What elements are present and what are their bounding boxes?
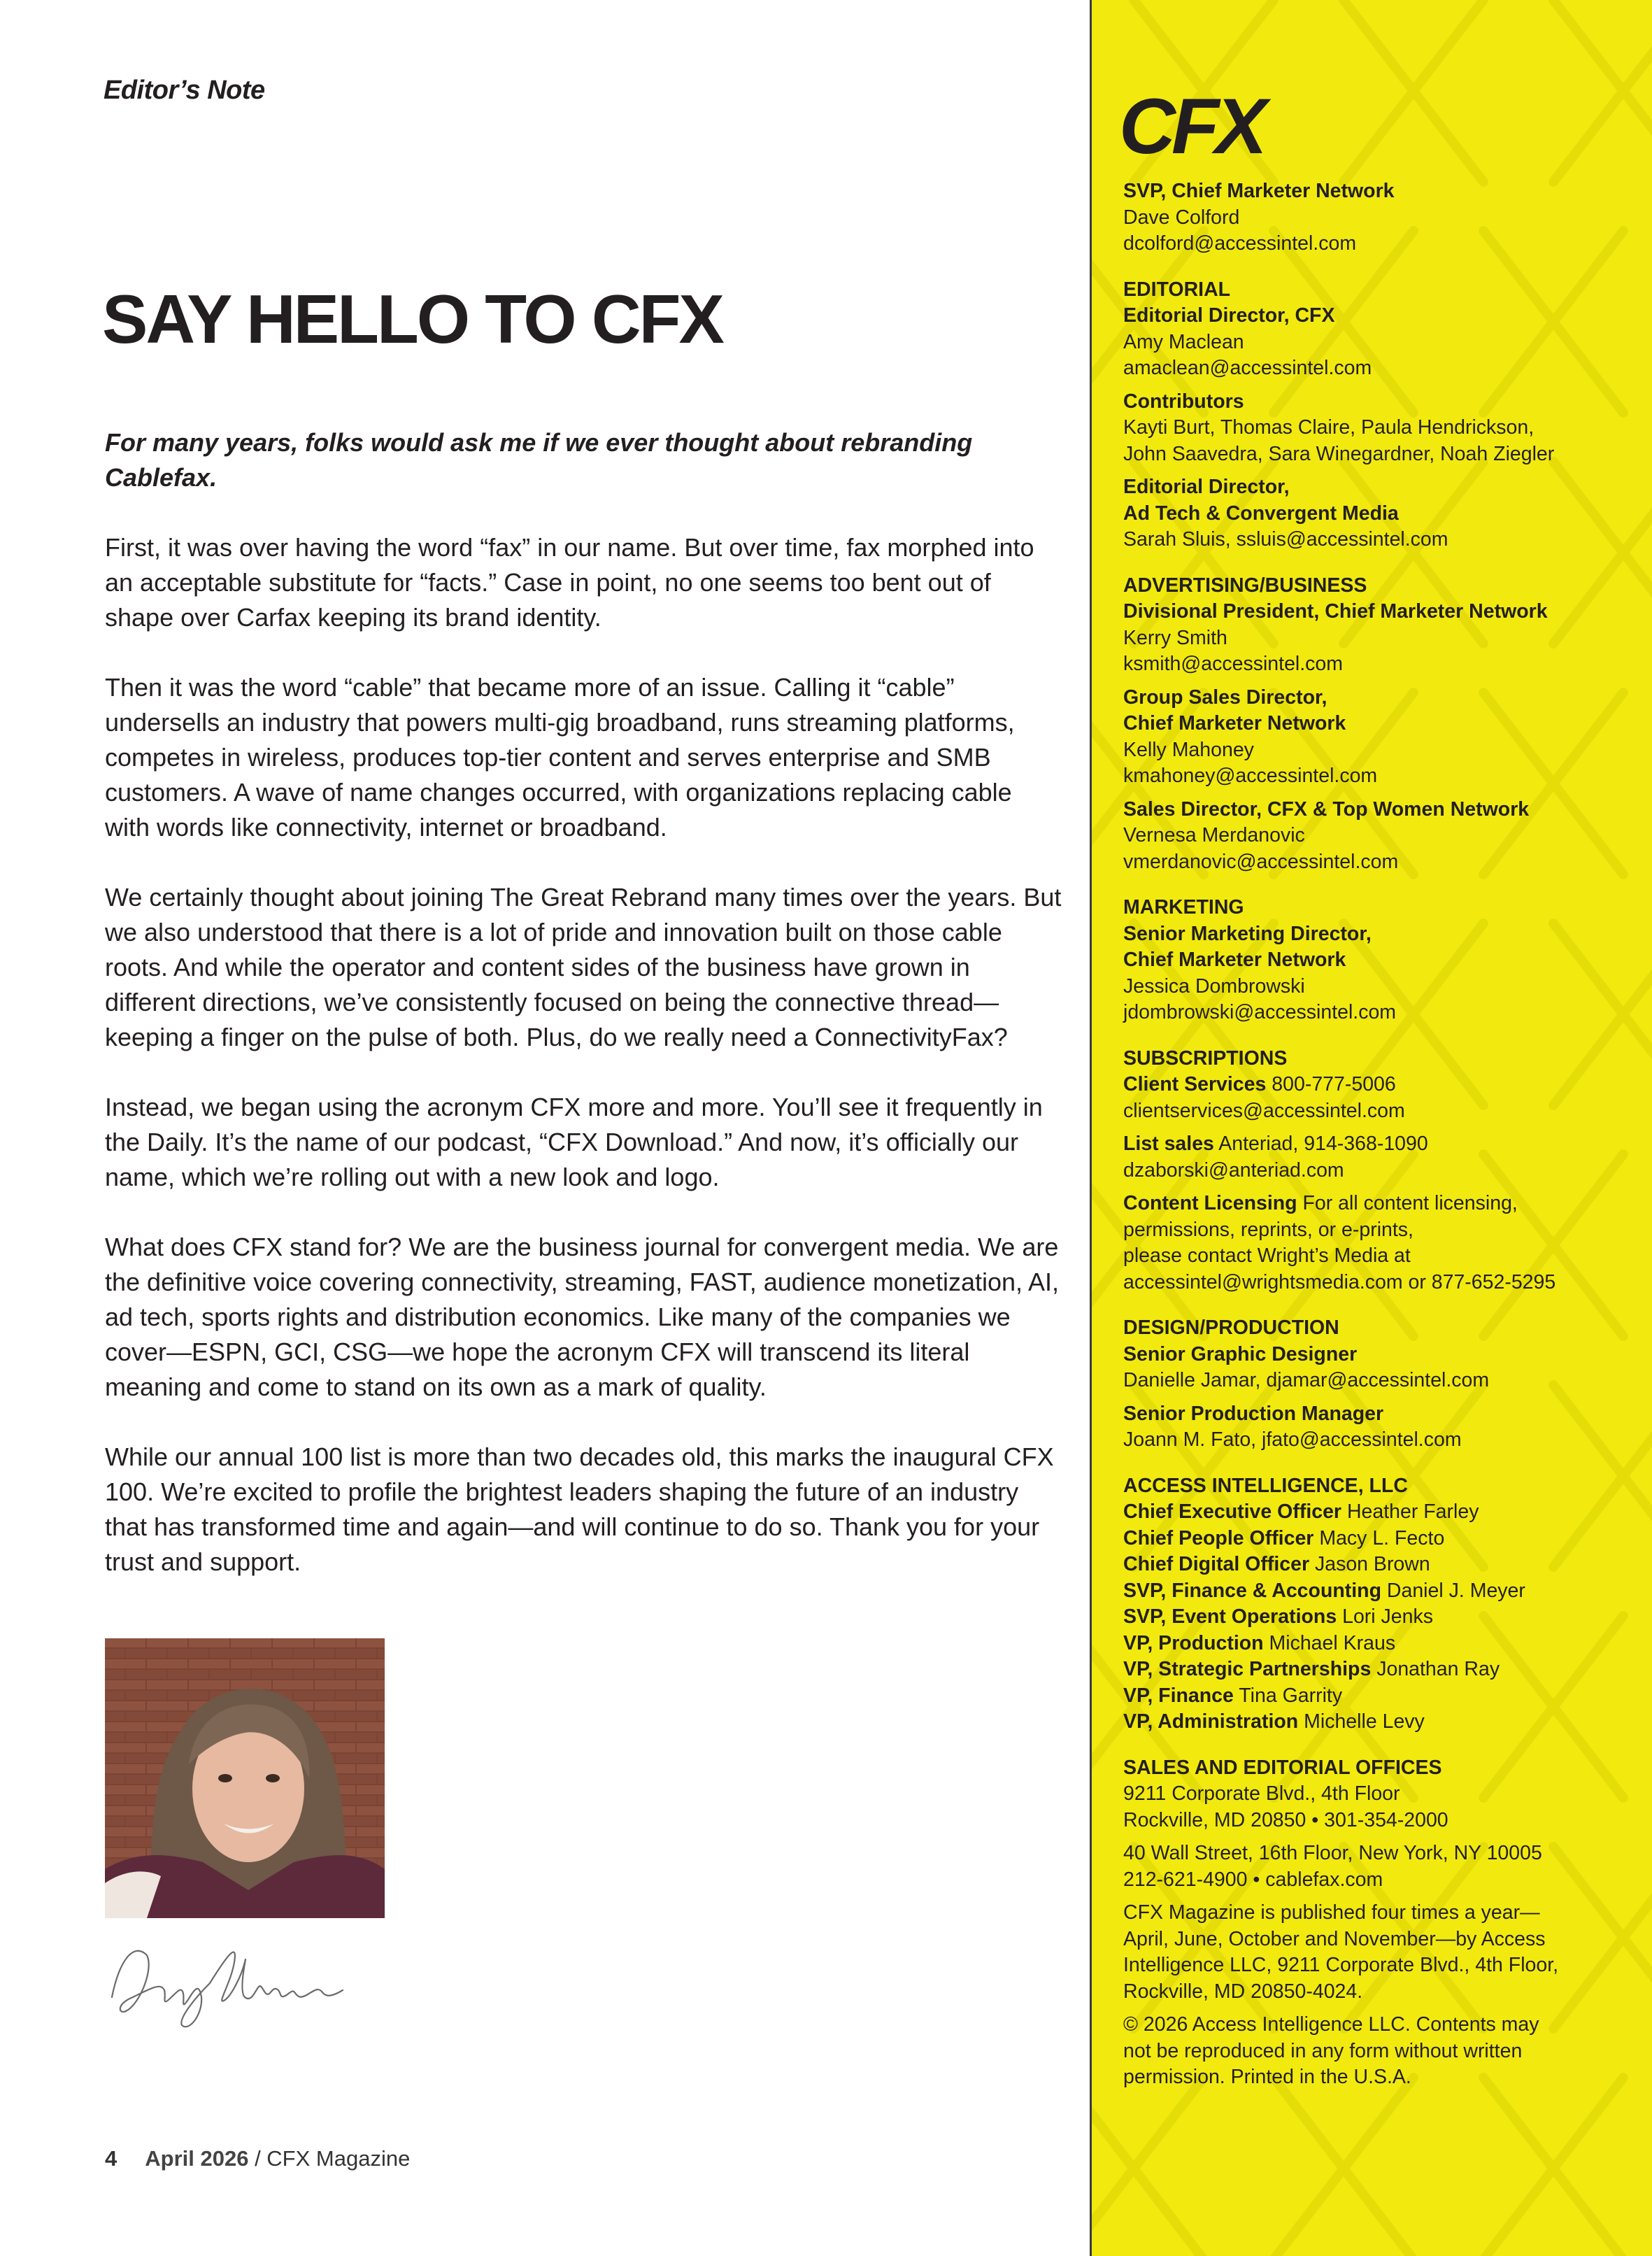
masthead-access-intelligence [1123,1473,1641,1736]
officer-title: SVP, Event Operations [1123,1605,1337,1628]
masthead-name: Vernesa Merdanovic [1123,824,1305,846]
masthead-title: SVP, Chief Marketer Network [1123,180,1395,202]
author-photo [105,1638,385,1918]
masthead-title: Senior Graphic Designer [1123,1342,1358,1365]
officer-title: Chief People Officer [1123,1526,1314,1549]
masthead-title: Sales Director, CFX & Top Women Network [1123,797,1530,821]
masthead-title: Group Sales Director, [1123,686,1327,709]
masthead-title: List sales [1123,1133,1214,1155]
office-address: 212-621-4900 • cablefax.com [1123,1868,1383,1891]
officer-title: VP, Finance [1123,1684,1234,1707]
publication-name: / CFX Magazine [248,2146,411,2171]
masthead-marketing [1123,895,1641,1026]
masthead-text: permissions, reprints, or e-prints, [1123,1218,1414,1241]
article-body [105,425,1063,1615]
copyright-notice: © 2026 Access Intelligence LLC. Contents may [1123,2013,1539,2036]
signature-image [105,1920,357,2032]
masthead-name: Kelly Mahoney [1123,738,1254,761]
masthead-svp [1123,178,1641,257]
section-heading: EDITORIAL [1123,278,1231,301]
officer-title: SVP, Finance & Accounting [1123,1579,1381,1602]
section-kicker: Editor’s Note [104,76,265,105]
copyright-notice: not be reproduced in any form without written [1123,2039,1523,2062]
masthead-email: amaclean@accessintel.com [1123,357,1372,379]
officer-title: Chief Digital Officer [1123,1553,1310,1575]
body-paragraph: Instead, we began using the acronym CFX more and more. You’ll see it frequently in the Daily. It’s the name of our podcast, “CFX Download.” And now, it’s officially our name, which we’re rolling out with a new look and logo. [105,1093,1043,1191]
masthead-name: Sarah Sluis, ssluis@accessintel.com [1123,528,1448,551]
headline: SAY HELLO TO CFX [102,281,722,357]
section-heading: ACCESS INTELLIGENCE, LLC [1123,1474,1408,1497]
masthead-title: Ad Tech & Convergent Media [1123,502,1399,525]
officer-title: VP, Administration [1123,1710,1299,1733]
masthead-name: Kerry Smith [1123,626,1227,649]
masthead-title: Chief Marketer Network [1123,949,1346,971]
masthead-email: vmerdanovic@accessintel.com [1123,850,1399,873]
office-address: 40 Wall Street, 16th Floor, New York, NY 10005 [1123,1842,1542,1864]
masthead-title: Editorial Director, CFX [1123,304,1335,327]
body-paragraph: Then it was the word “cable” that became more of an issue. Calling it “cable” undersells an industry that powers multi-gig broadband, runs streaming platforms, competes in wireless, produces top-tier content and serves enterprise and SMB customers. A wave of name changes occurred, with organizations replacing cable with words like connectivity, internet or broadband. [105,673,1015,842]
page-folio [105,2146,410,2171]
masthead-title: Client Services [1123,1073,1267,1095]
publication-statement: April, June, October and November—by Access [1123,1927,1546,1950]
masthead-email: jdombrowski@accessintel.com [1123,1001,1397,1023]
body-paragraph: While our annual 100 list is more than two decades old, this marks the inaugural CFX 100. We’re excited to profile the brightest leaders shaping the future of an industry that has transformed time and again—and will continue to do so. Thank you for your trust and support. [105,1442,1054,1576]
masthead-email: dcolford@accessintel.com [1123,232,1357,255]
masthead-offices [1123,1755,1641,2091]
masthead-email: kmahoney@accessintel.com [1123,765,1378,787]
officer-title: VP, Strategic Partnerships [1123,1658,1372,1680]
masthead-name: Danielle Jamar, djamar@accessintel.com [1123,1369,1490,1391]
cfx-logo: CFX [1119,83,1263,170]
section-heading: MARKETING [1123,896,1244,918]
section-heading: SUBSCRIPTIONS [1123,1047,1288,1070]
masthead-name: Amy Maclean [1123,330,1244,353]
masthead-design [1123,1315,1641,1454]
masthead-email: dzaborski@anteriad.com [1123,1158,1344,1182]
copyright-notice: permission. Printed in the U.S.A. [1123,2066,1411,2088]
officer-name: Michael Kraus [1263,1631,1396,1654]
masthead-text: accessintel@wrightsmedia.com or 877-652-5295 [1123,1270,1556,1293]
officer-name: Tina Garrity [1233,1684,1343,1707]
officer-title: VP, Production [1123,1631,1264,1654]
publication-statement: Rockville, MD 20850-4024. [1123,1980,1363,2003]
masthead-email: clientservices@accessintel.com [1123,1099,1405,1122]
body-paragraph: What does CFX stand for? We are the business journal for convergent media. We are the definitive voice covering connectivity, streaming, FAST, audience monetization, AI, ad tech, sports rights and distribution economics. Like many of the companies we cover—ESPN, GCI, CSG—we hope the acronym CFX will transcend its literal meaning and come to stand on its own as a mark of quality. [105,1233,1060,1401]
section-heading: DESIGN/PRODUCTION [1123,1317,1339,1339]
masthead-name: Kayti Burt, Thomas Claire, Paula Hendrickson, [1123,416,1534,439]
masthead-advertising [1123,573,1641,876]
officer-name: Macy L. Fecto [1313,1526,1445,1549]
section-heading: SALES AND EDITORIAL OFFICES [1123,1756,1442,1779]
masthead-sidebar [1090,0,1652,2256]
masthead-title: Content Licensing [1123,1192,1297,1214]
body-paragraph: First, it was over having the word “fax” in our name. But over time, fax morphed into an acceptable substitute for “facts.” Case in point, no one seems too bent out of shape over Carfax keeping its brand identity. [105,533,1034,632]
page-number: 4 [105,2146,118,2171]
officer-name: Lori Jenks [1337,1605,1433,1628]
officer-name: Heather Farley [1341,1501,1479,1523]
masthead-text: For all content licensing, [1297,1192,1518,1214]
lede-paragraph: For many years, folks would ask me if we ever thought about rebranding Cablefax. [105,428,973,492]
office-address: 9211 Corporate Blvd., 4th Floor [1123,1782,1400,1805]
officer-name: Michelle Levy [1298,1710,1425,1733]
masthead [1119,83,1641,2091]
publication-statement: Intelligence LLC, 9211 Corporate Blvd., 4th Floor, [1123,1954,1559,1976]
masthead-editorial [1123,277,1641,553]
masthead-phone: 800-777-5006 [1266,1073,1396,1095]
officer-name: Jason Brown [1309,1553,1430,1575]
issue-date: April 2026 [145,2146,249,2171]
masthead-name: Anteriad, 914-368-1090 [1213,1133,1428,1155]
publication-statement: CFX Magazine is published four times a year— [1123,1901,1540,1924]
officer-title: Chief Executive Officer [1123,1501,1342,1523]
masthead-name: Jessica Dombrowski [1123,974,1305,998]
body-paragraph: We certainly thought about joining The Great Rebrand many times over the years. But we also understood that there is a lot of pride and innovation built on those cable roots. And while the operator and content sides of the business have grown in different directions, we’ve consistently focused on being the connective thread—keeping a finger on the pulse of both. Plus, do we really need a ConnectivityFax? [105,883,1062,1051]
masthead-title: Editorial Director, [1123,476,1290,498]
officer-name: Jonathan Ray [1371,1658,1500,1680]
office-address: Rockville, MD 20850 • 301-354-2000 [1123,1808,1448,1831]
masthead-subscriptions [1123,1046,1641,1296]
masthead-title: Senior Marketing Director, [1123,922,1372,945]
masthead-name: Joann M. Fato, jfato@accessintel.com [1123,1428,1462,1451]
masthead-title: Contributors [1123,390,1244,413]
masthead-text: please contact Wright’s Media at [1123,1244,1411,1267]
masthead-title: Chief Marketer Network [1123,712,1346,735]
section-heading: ADVERTISING/BUSINESS [1123,574,1367,597]
masthead-title: Divisional President, Chief Marketer Network [1123,600,1548,623]
officer-name: Daniel J. Meyer [1381,1579,1525,1602]
masthead-name: Dave Colford [1123,206,1240,229]
masthead-name: John Saavedra, Sara Winegardner, Noah Ziegler [1123,442,1555,465]
masthead-email: ksmith@accessintel.com [1123,653,1344,675]
masthead-title: Senior Production Manager [1123,1402,1384,1425]
